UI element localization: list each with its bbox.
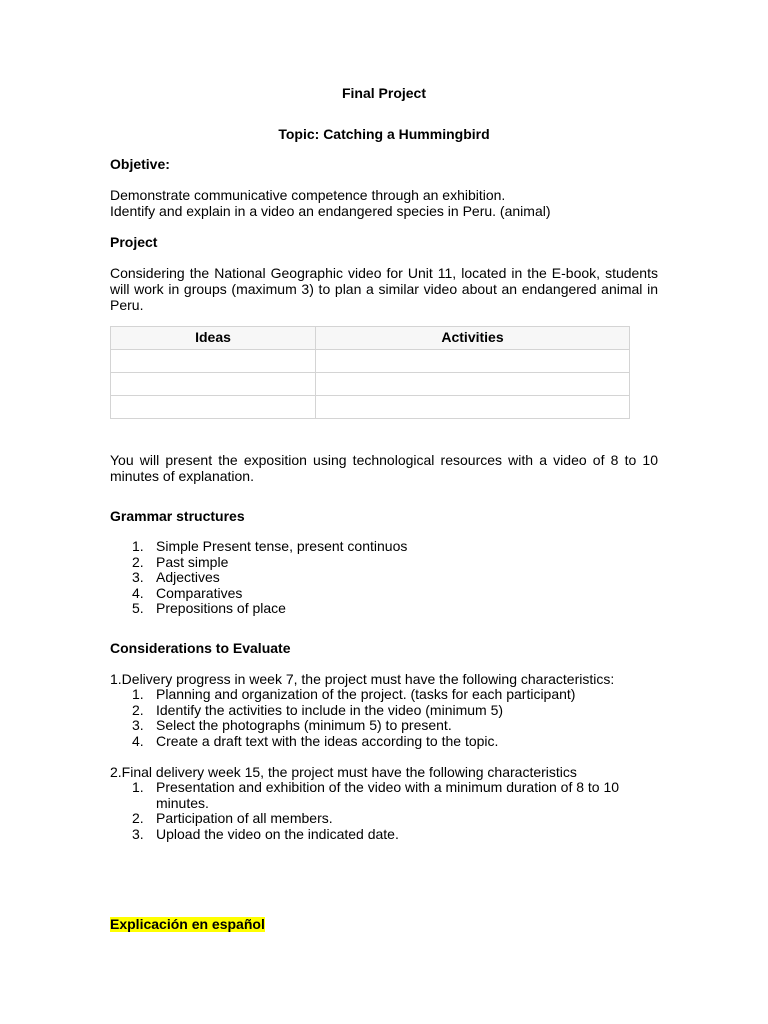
list-number: 3.: [132, 825, 144, 842]
ideas-activities-table: [110, 326, 630, 419]
table-cell: [111, 373, 316, 396]
list-item: [110, 555, 658, 571]
list-number: 2.: [132, 553, 144, 570]
list-text: Adjectives: [156, 569, 220, 585]
list-number: 4.: [132, 732, 144, 749]
delivery1-list: [110, 687, 658, 749]
list-item: [110, 780, 658, 811]
list-item: [110, 827, 658, 843]
list-text: Create a draft text with the ideas according to the topic.: [156, 732, 499, 749]
list-item: [110, 539, 658, 555]
table-header-ideas: Ideas: [111, 327, 316, 350]
table-cell: [111, 396, 316, 419]
table-cell: [111, 350, 316, 373]
list-text: Planning and organization of the project. (tasks for each participant): [156, 686, 576, 702]
list-number: 1.: [132, 779, 144, 795]
delivery1-intro: 1.Delivery progress in week 7, the project must have the following characteristics:: [110, 671, 615, 687]
list-text: Identify the activities to include in the video (minimum 5): [156, 701, 504, 718]
list-number: 2.: [132, 701, 144, 718]
table-row: [111, 373, 630, 396]
list-item: [110, 570, 658, 586]
objective-line: Identify and explain in a video an endangered species in Peru. (animal): [110, 202, 551, 219]
list-text: Comparatives: [156, 584, 243, 601]
list-number: 3.: [132, 569, 144, 585]
list-text: Prepositions of place: [156, 600, 286, 616]
table-cell: [316, 396, 630, 419]
list-number: 3.: [132, 717, 144, 733]
list-text: Simple Present tense, present continuos: [156, 538, 408, 554]
project-heading: Project: [110, 234, 158, 250]
list-number: 1.: [132, 686, 144, 702]
document-page: [110, 0, 658, 1024]
table-header-row: [111, 327, 630, 350]
objective-line: Demonstrate communicative competence through an exhibition.: [110, 187, 506, 203]
table-row: [111, 350, 630, 373]
table-row: [111, 396, 630, 419]
list-item: [110, 601, 658, 617]
document-title: Final Project: [341, 85, 427, 101]
grammar-heading: Grammar structures: [110, 508, 245, 524]
present-text: You will present the exposition using technological resources with a video of 8 to 10 minutes of explanation.: [110, 452, 658, 484]
list-text: Past simple: [156, 553, 229, 570]
spanish-heading: Explicación en español: [110, 916, 265, 932]
table-cell: [316, 350, 630, 373]
list-item: [110, 718, 658, 734]
objective-heading: Objetive:: [110, 156, 170, 172]
objective-text: [110, 188, 658, 219]
spanish-heading-wrap: [110, 917, 265, 933]
delivery2-list: [110, 780, 658, 842]
list-text: Select the photographs (minimum 5) to present.: [156, 717, 452, 733]
list-item: [110, 811, 658, 827]
list-number: 1.: [132, 538, 144, 554]
project-text: Considering the National Geographic video for Unit 11, located in the E-book, students will work in groups (maximum 3) to plan a similar video about an endangered animal in Peru.: [110, 265, 658, 313]
list-number: 4.: [132, 584, 144, 601]
list-text: Upload the video on the indicated date.: [156, 825, 399, 842]
considerations-heading: Considerations to Evaluate: [110, 640, 291, 656]
list-item: [110, 586, 658, 602]
list-number: 5.: [132, 600, 144, 616]
list-item: [110, 687, 658, 703]
list-item: [110, 703, 658, 719]
table-cell: [316, 373, 630, 396]
document-topic: Topic: Catching a Hummingbird: [278, 126, 490, 142]
list-text: Presentation and exhibition of the video with a minimum duration of 8 to 10 minutes.: [156, 779, 620, 811]
list-text: Participation of all members.: [156, 810, 333, 826]
grammar-list: [110, 539, 658, 617]
list-item: [110, 734, 658, 750]
delivery2-intro: 2.Final delivery week 15, the project must have the following characteristics: [110, 764, 577, 780]
list-number: 2.: [132, 810, 144, 826]
table-header-activities: Activities: [316, 327, 630, 350]
